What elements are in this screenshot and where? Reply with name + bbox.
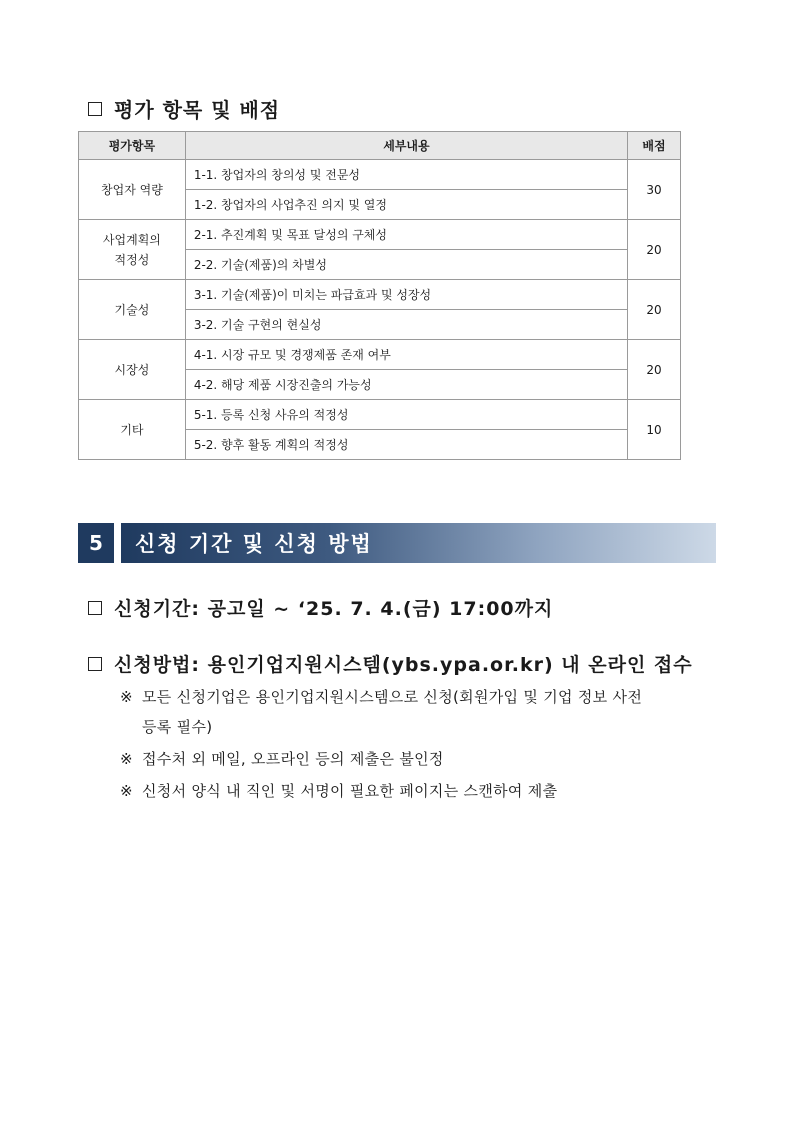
detail-cell: 5-2. 향후 활동 계획의 적정성 (185, 430, 627, 460)
note-line: 신청서 양식 내 직인 및 서명이 필요한 페이지는 스캔하여 제출 (142, 782, 558, 800)
score-cell: 20 (628, 340, 681, 400)
evaluation-table (78, 131, 681, 460)
table-header-row (79, 132, 681, 160)
section-title: 신청 기간 및 신청 방법 (121, 523, 716, 563)
eval-heading-text: 평가 항목 및 배점 (114, 98, 281, 122)
detail-cell: 5-1. 등록 신청 사유의 적정성 (185, 400, 627, 430)
note-item (120, 744, 720, 774)
category-cell: 기술성 (79, 280, 186, 340)
category-cell (79, 220, 186, 280)
note-item (120, 682, 720, 742)
detail-cell: 3-2. 기술 구현의 현실성 (185, 310, 627, 340)
method-heading (88, 650, 693, 677)
note-line: 접수처 외 메일, 오프라인 등의 제출은 불인정 (142, 750, 444, 768)
category-cell: 시장성 (79, 340, 186, 400)
section-5-header (78, 523, 716, 563)
score-cell: 30 (628, 160, 681, 220)
header-category: 평가항목 (79, 132, 186, 160)
header-score: 배점 (628, 132, 681, 160)
table-row (79, 280, 681, 310)
category-line: 사업계획의 적정성 (102, 232, 161, 267)
note-item (120, 776, 720, 806)
detail-cell: 3-1. 기술(제품)이 미치는 파급효과 및 성장성 (185, 280, 627, 310)
detail-cell: 4-2. 해당 제품 시장진출의 가능성 (185, 370, 627, 400)
detail-cell: 4-1. 시장 규모 및 경쟁제품 존재 여부 (185, 340, 627, 370)
table-row (79, 220, 681, 250)
detail-cell: 1-1. 창업자의 창의성 및 전문성 (185, 160, 627, 190)
table-row (79, 160, 681, 190)
note-line: 모든 신청기업은 용인기업지원시스템으로 신청(회원가입 및 기업 정보 사전 (142, 688, 643, 706)
reference-mark-icon: ※ (120, 688, 133, 706)
detail-cell: 1-2. 창업자의 사업추진 의지 및 열정 (185, 190, 627, 220)
section-number: 5 (78, 523, 114, 563)
period-text: 신청기간: 공고일 ~ ‘25. 7. 4.(금) 17:00까지 (114, 598, 554, 620)
eval-heading (88, 94, 280, 123)
category-cell: 기타 (79, 400, 186, 460)
method-text: 신청방법: 용인기업지원시스템(ybs.ypa.or.kr) 내 온라인 접수 (114, 654, 693, 676)
reference-mark-icon: ※ (120, 782, 133, 800)
header-details: 세부내용 (185, 132, 627, 160)
category-cell: 창업자 역량 (79, 160, 186, 220)
table-row (79, 400, 681, 430)
reference-mark-icon: ※ (120, 750, 133, 768)
detail-cell: 2-1. 추진계획 및 목표 달성의 구체성 (185, 220, 627, 250)
score-cell: 20 (628, 220, 681, 280)
detail-cell: 2-2. 기술(제품)의 차별성 (185, 250, 627, 280)
checkbox-square-icon (88, 601, 102, 615)
period-heading (88, 594, 553, 621)
table-row (79, 340, 681, 370)
checkbox-square-icon (88, 657, 102, 671)
score-cell: 10 (628, 400, 681, 460)
score-cell: 20 (628, 280, 681, 340)
note-continuation: 등록 필수) (142, 718, 213, 736)
checkbox-square-icon (88, 102, 102, 116)
